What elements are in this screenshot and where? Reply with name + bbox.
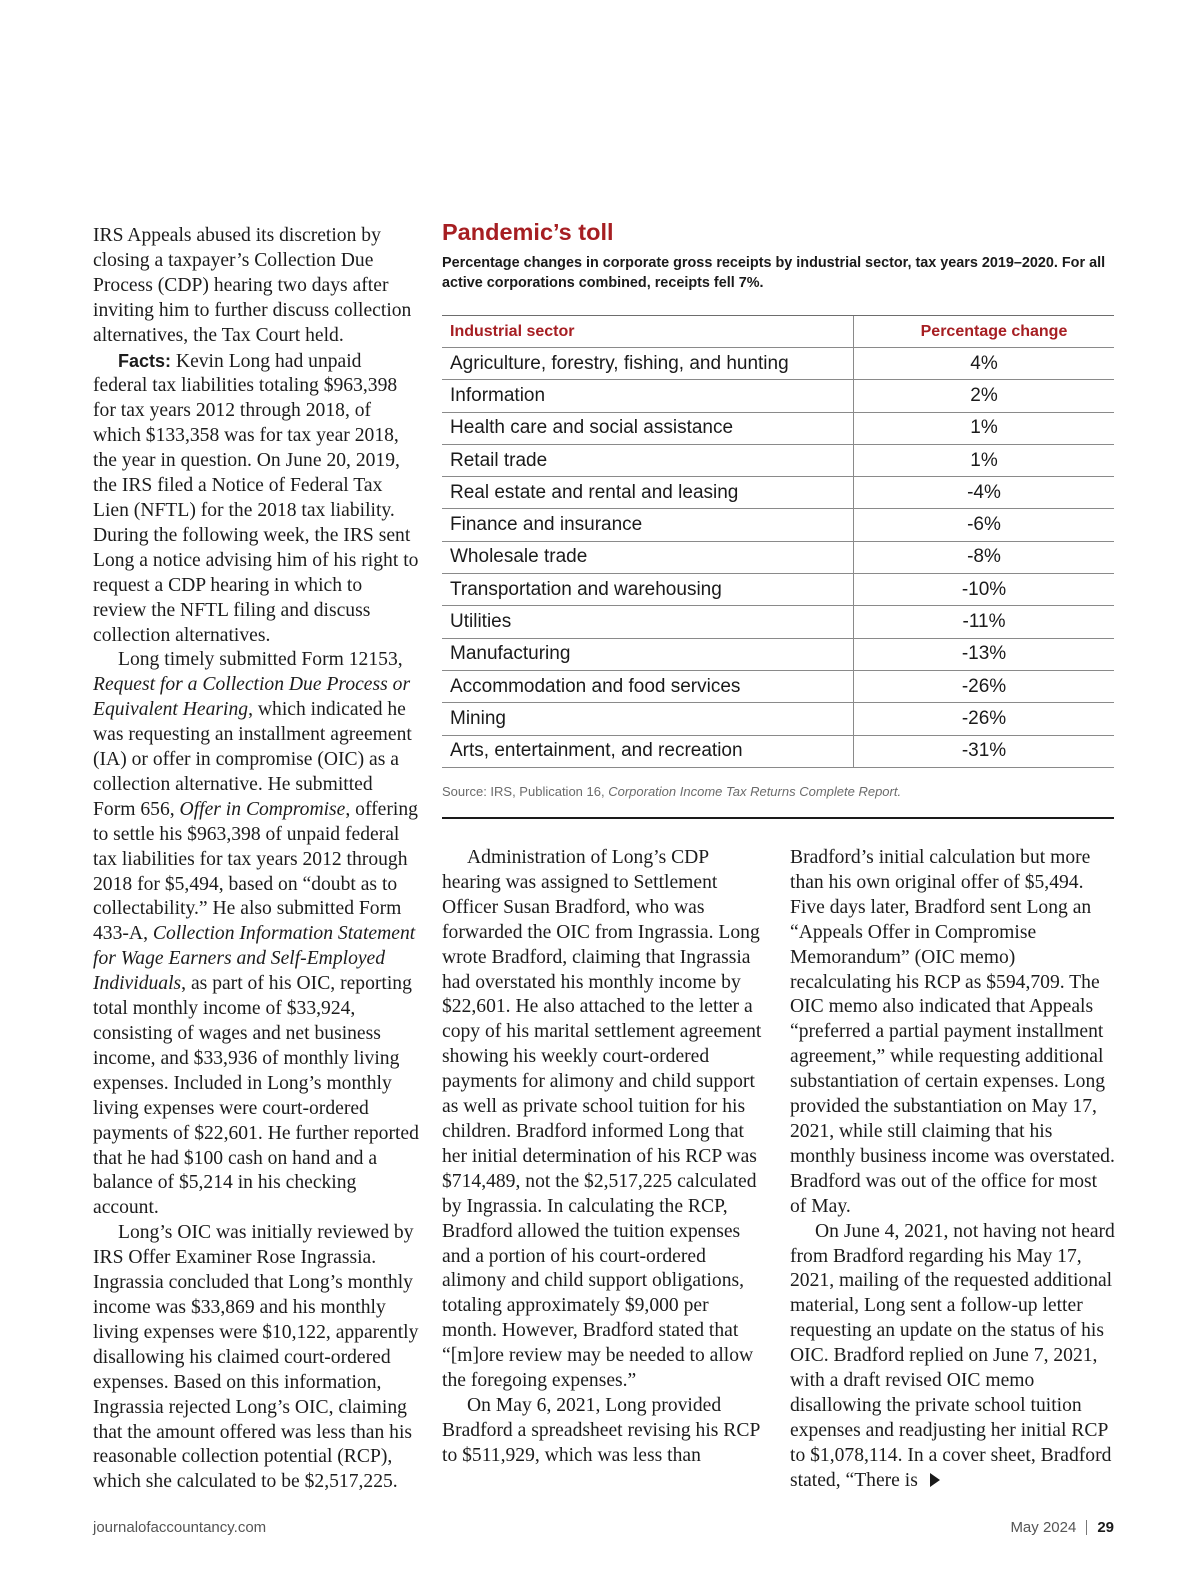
ingrassia-paragraph: Long’s OIC was initially reviewed by IRS Offer Examiner Rose Ingrassia. Ingrassia concluded that Long’s monthly income was $33,869 and his monthly living expenses were $10,122, apparently disallowing his claimed court-ordered expenses. Based on this information, Ingrassia rejected Long’s OIC, claiming that the amount offered was less than his reasonable collection potential (RCP), which she calculated to be $2,517,225. <box>93 1222 419 1493</box>
change-cell: -13% <box>853 639 1114 670</box>
sidebar-source <box>442 784 1114 799</box>
header-change: Percentage change <box>853 316 1114 347</box>
sidebar-title: Pandemic’s toll <box>442 219 614 245</box>
sector-cell: Arts, entertainment, and recreation <box>450 740 743 762</box>
footer-separator <box>1086 1520 1087 1535</box>
change-cell: -4% <box>853 477 1114 508</box>
sector-cell: Accommodation and food services <box>450 675 741 697</box>
table-row <box>442 542 1114 574</box>
change-cell: -11% <box>853 606 1114 637</box>
facts-text: Kevin Long had unpaid federal tax liabilities totaling $963,398 for tax years 2012 through 2018, of which $133,358 was for tax year 2018, the year in question. On June 20, 2019, the IRS filed a Notice of Federal Tax Lien (NFTL) for the 2018 tax liability. During the following week, the IRS sent Long a notice advising him of his right to request a CDP hearing in which to review the NFTL filing and discuss collection alternatives. <box>93 350 419 646</box>
change-cell: -8% <box>853 542 1114 573</box>
forms-paragraph <box>93 648 419 1221</box>
sidebar-subtitle: Percentage changes in corporate gross receipts by industrial sector, tax years 2019–2020. For all active corporations combined, receipts fell 7%. <box>442 255 1106 291</box>
change-cell: -6% <box>853 509 1114 540</box>
sector-cell: Information <box>450 384 546 406</box>
sector-cell: Mining <box>450 707 506 729</box>
table-row <box>442 509 1114 541</box>
source-title: Corporation Income Tax Returns Complete Report. <box>608 783 902 799</box>
continue-arrow-icon <box>930 1473 940 1487</box>
facts-label: Facts: <box>118 350 172 371</box>
forms-text-a: Long timely submitted Form 12153, <box>118 649 403 671</box>
page-number: 29 <box>1097 1519 1114 1536</box>
facts-paragraph <box>93 349 419 649</box>
table-row <box>442 606 1114 638</box>
sector-cell: Manufacturing <box>450 643 571 665</box>
table-row <box>442 736 1114 768</box>
footer-issue-page <box>1010 1519 1114 1536</box>
left-column <box>93 224 419 1495</box>
pandemic-sidebar <box>442 216 1114 799</box>
form-656-title: Offer in Compromise <box>179 798 346 820</box>
change-cell: 1% <box>853 445 1114 476</box>
oic-memo-paragraph: Bradford’s initial calculation but more than his own original offer of $5,494. Five days later, Bradford sent Long an “Appeals Offer in Compromise Memorandum” (OIC memo) recalculating his RCP as $594,709. The OIC memo also indicated that Appeals “preferred a partial payment installment agreement,” while requesting additional substantiation of certain expenses. Long provided the substantiation on May 17, 2021, while still claiming that his monthly business income was overstated. Bradford was out of the office for most of May. <box>790 847 1115 1217</box>
intro-paragraph: IRS Appeals abused its discretion by closing a taxpayer’s Collection Due Process (CDP) hearing two days after inviting him to further discuss collection alternatives, the Tax Court held. <box>93 225 412 346</box>
table-row <box>442 413 1114 445</box>
sector-cell: Real estate and rental and leasing <box>450 481 739 503</box>
middle-column <box>442 846 764 1469</box>
change-cell: 4% <box>853 348 1114 379</box>
sector-cell: Agriculture, forestry, fishing, and hunting <box>450 352 789 374</box>
table-row <box>442 703 1114 735</box>
table-row <box>442 348 1114 380</box>
table-row <box>442 477 1114 509</box>
source-prefix: Source: IRS, Publication 16, <box>442 783 609 799</box>
sector-cell: Transportation and warehousing <box>450 578 722 600</box>
form-12153-title: Request for a Collection Due Process or Equivalent Hearing <box>93 674 411 721</box>
table-row <box>442 639 1114 671</box>
sector-cell: Health care and social assistance <box>450 417 734 439</box>
table-row <box>442 445 1114 477</box>
spreadsheet-paragraph: On May 6, 2021, Long provided Bradford a spreadsheet revising his RCP to $511,929, which was less than <box>442 1394 760 1466</box>
change-cell: -10% <box>853 574 1114 605</box>
change-cell: -26% <box>853 671 1114 702</box>
footer-site: journalofaccountancy.com <box>93 1519 267 1536</box>
table-header <box>442 316 1114 348</box>
forms-text-d: , as part of his OIC, reporting total monthly income of $33,924, consisting of wages and net business income, and $33,936 of monthly living expenses. Included in Long’s monthly living expenses were court-ordered payments of $22,601. He further reported that he had $100 cash on hand and a balance of $5,214 in his checking account. <box>93 973 419 1219</box>
forms-text-c: , offering to settle his $963,398 of unpaid federal tax liabilities for tax years 2012 through 2018 for $5,494, based on “doubt as to collectability.” He also submitted Form 433-A, <box>93 798 418 945</box>
table-row <box>442 380 1114 412</box>
header-sector: Industrial sector <box>450 322 575 340</box>
sector-cell: Wholesale trade <box>450 546 588 568</box>
table-row <box>442 671 1114 703</box>
form-433a-title: Collection Information Statement for Wage Earners and Self-Employed Individuals <box>93 923 416 995</box>
sector-cell: Finance and insurance <box>450 514 643 536</box>
sector-table <box>442 315 1114 768</box>
change-cell: 2% <box>853 380 1114 411</box>
sector-cell: Utilities <box>450 611 512 633</box>
forms-text-b: , which indicated he was requesting an installment agreement (IA) or offer in compromise (OIC) as a collection alternative. He submitted Form 656, <box>93 699 412 820</box>
footer-issue: May 2024 <box>1010 1519 1077 1536</box>
sidebar-divider <box>442 817 1114 819</box>
bradford-paragraph: Administration of Long’s CDP hearing was assigned to Settlement Officer Susan Bradford, who was forwarded the OIC from Ingrassia. Long wrote Bradford, claiming that Ingrassia had overstated his monthly income by $22,601. He also attached to the letter a copy of his marital settlement agreement showing his weekly court-ordered payments for alimony and child support as well as private school tuition for his children. Bradford informed Long that her initial determination of his RCP was $714,489, not the $2,517,225 calculated by Ingrassia. In calculating the RCP, Bradford allowed the tuition expenses and a portion of his court-ordered alimony and child support obligations, totaling approximately $9,000 per month. However, Bradford stated that “[m]ore review may be needed to allow the foregoing expenses.” <box>442 847 762 1392</box>
table-row <box>442 574 1114 606</box>
sector-cell: Retail trade <box>450 449 548 471</box>
followup-text: On June 4, 2021, not having not heard from Bradford regarding his May 17, 2021, mailing of the requested additional material, Long sent a follow-up letter requesting an update on the status of his OIC. Bradford replied on June 7, 2021, with a draft revised OIC memo disallowing the private school tuition expenses and readjusting her initial RCP to $1,078,114. In a cover sheet, Bradford stated, “There is <box>790 1220 1115 1491</box>
change-cell: 1% <box>853 413 1114 444</box>
followup-paragraph <box>790 1220 1116 1494</box>
right-column <box>790 846 1116 1494</box>
change-cell: -31% <box>853 736 1114 767</box>
change-cell: -26% <box>853 703 1114 734</box>
